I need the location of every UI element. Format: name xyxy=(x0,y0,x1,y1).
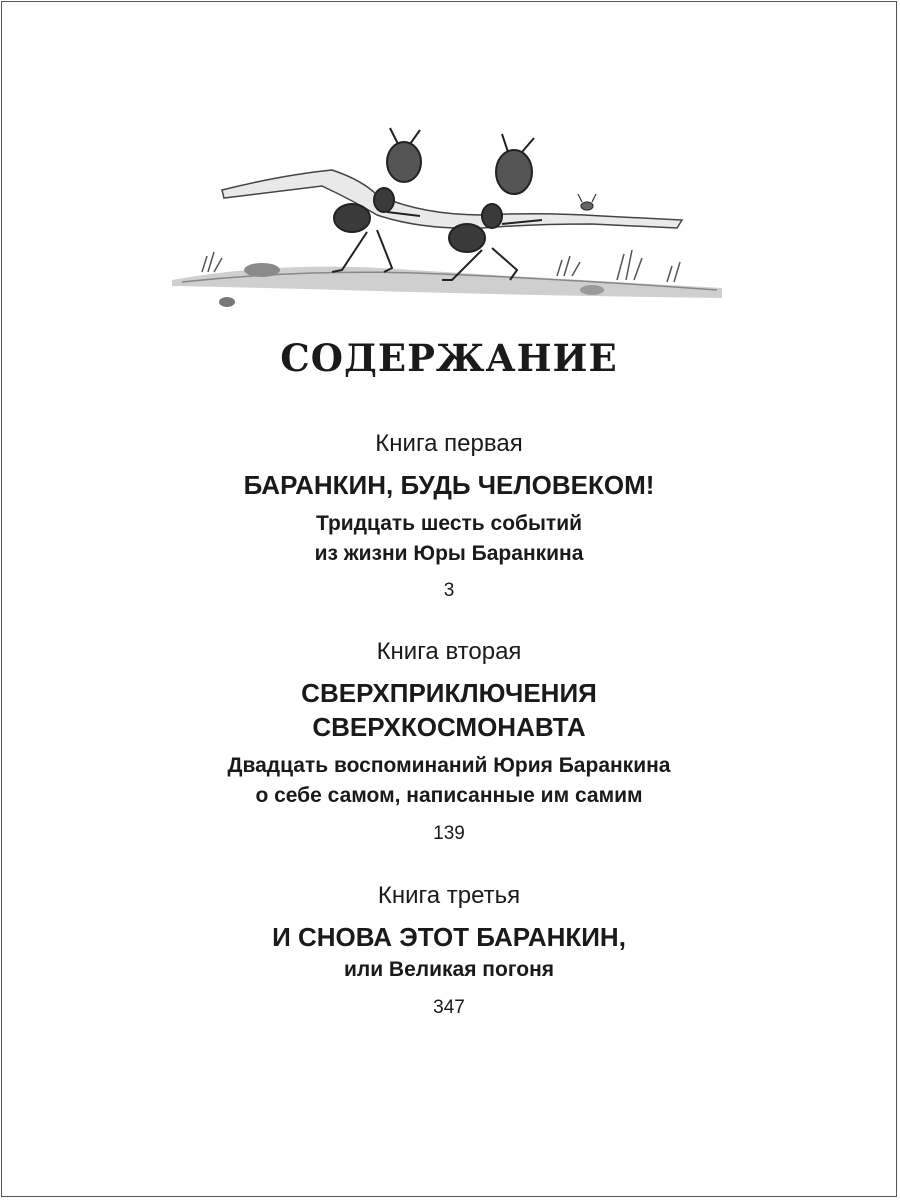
contents-heading: СОДЕРЖАНИЕ xyxy=(280,336,618,380)
book-page xyxy=(1,1,897,1197)
book-3-label: Книга третья xyxy=(377,882,521,909)
book-2-title-line-1: СВЕРХПРИКЛЮЧЕНИЯ xyxy=(301,678,597,708)
book-3-title: И СНОВА ЭТОТ БАРАНКИН, xyxy=(272,922,626,952)
book-3-page-number[interactable]: 347 xyxy=(433,997,465,1018)
book-3-subtitle: или Великая погоня xyxy=(343,958,555,981)
book-2-subtitle-line-2: о себе самом, написанные им самим xyxy=(255,784,643,807)
book-1-subtitle-line-2: из жизни Юры Баранкина xyxy=(314,542,584,565)
book-2-title-line-2: СВЕРХКОСМОНАВТА xyxy=(312,712,586,742)
ants-carrying-leaf-illustration xyxy=(162,120,732,320)
book-1-subtitle-line-1: Тридцать шесть событий xyxy=(315,512,583,535)
book-2-subtitle-line-1: Двадцать воспоминаний Юрия Баранкина xyxy=(227,754,671,777)
book-1-title: БАРАНКИН, БУДЬ ЧЕЛОВЕКОМ! xyxy=(243,470,655,500)
book-1-label: Книга первая xyxy=(375,430,523,457)
book-1-page-number[interactable]: 3 xyxy=(443,580,455,601)
book-2-page-number[interactable]: 139 xyxy=(433,823,465,844)
book-2-label: Книга вторая xyxy=(376,638,522,665)
